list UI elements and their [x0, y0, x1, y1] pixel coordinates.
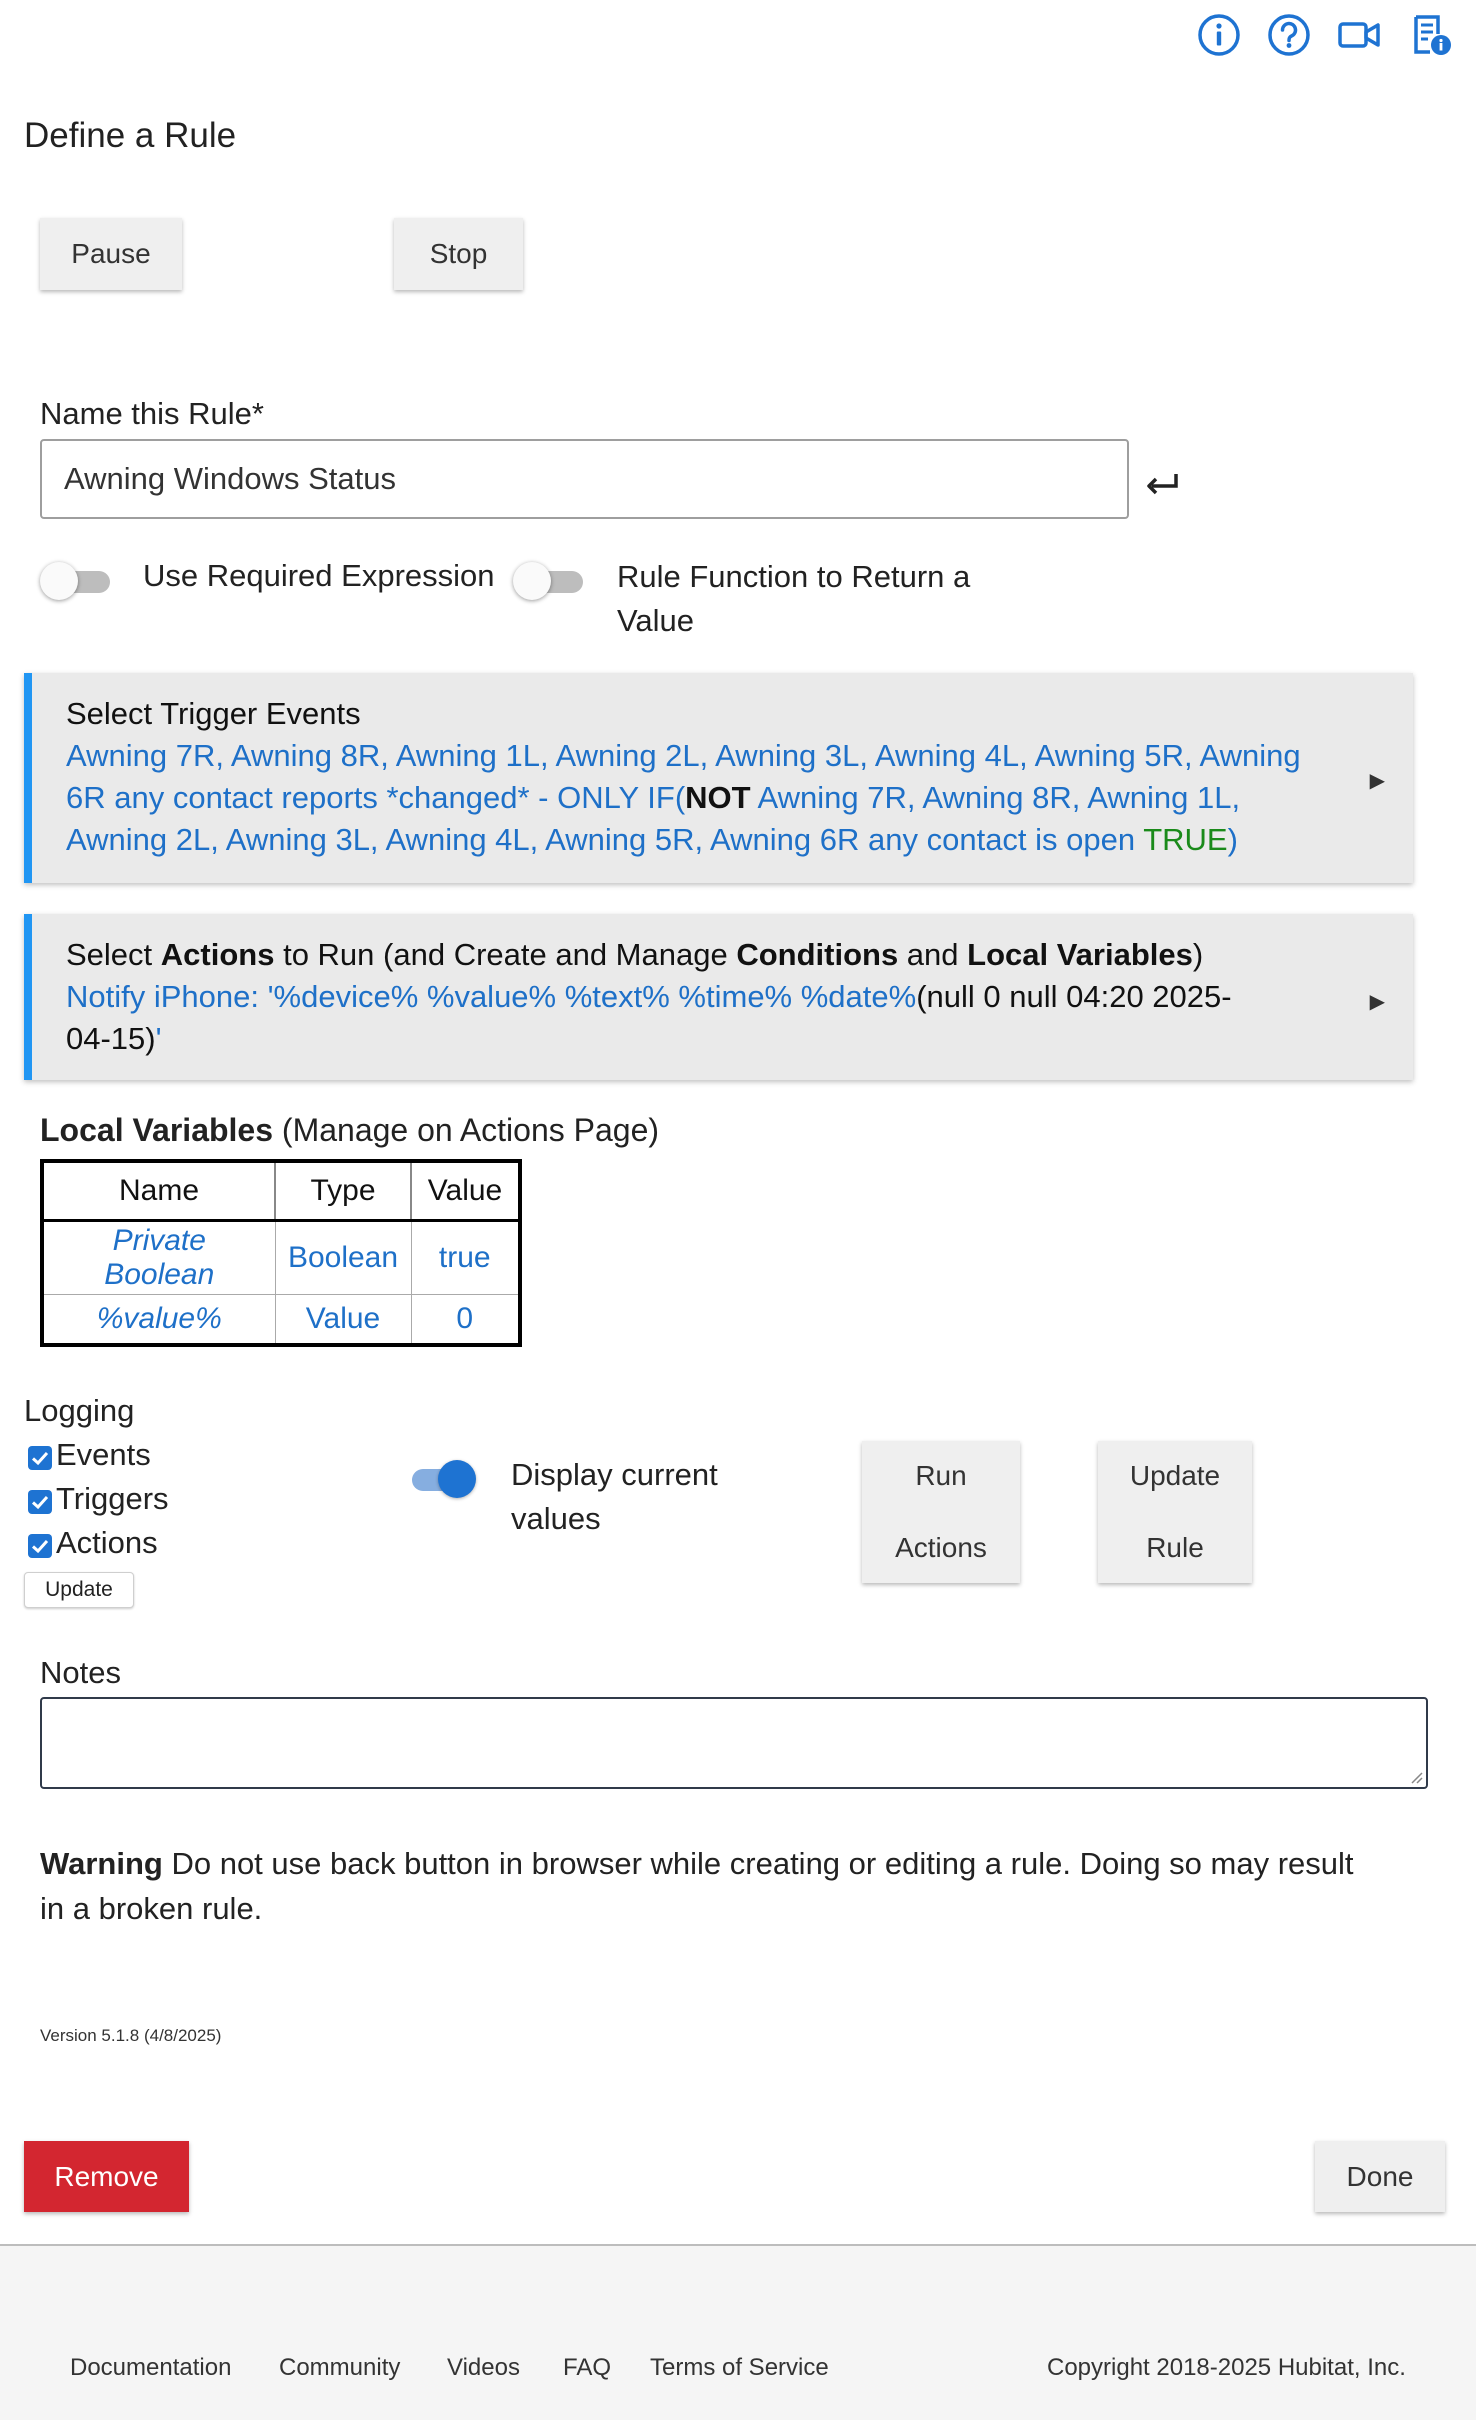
- update-rule-button[interactable]: Update Rule: [1098, 1441, 1252, 1583]
- logging-label: Logging: [24, 1393, 135, 1428]
- events-checkbox[interactable]: [28, 1446, 52, 1470]
- notes-label: Notes: [40, 1655, 121, 1690]
- trigger-events-summary: Awning 7R, Awning 8R, Awning 1L, Awning 2L, Awning 3L, Awning 4L, Awning 5R, Awning 6R any contact reports *changed* - ONLY IF(NOT Awning 7R, Awning 8R, Awning 1L, Awning 2L, Awning 3L, Awning 4L, Awning 5R, Awning 6R any contact is open TRUE): [66, 738, 1301, 857]
- actions-title: Select Actions to Run (and Create and Manage Conditions and Local Variables): [66, 937, 1204, 972]
- footer-link-community[interactable]: Community: [279, 2354, 401, 2381]
- video-icon[interactable]: [1336, 12, 1382, 58]
- version-text: Version 5.1.8 (4/8/2025): [40, 2026, 222, 2045]
- help-icon[interactable]: [1266, 12, 1312, 58]
- display-values-label: Display current values: [511, 1457, 718, 1536]
- warning-text: Warning Do not use back button in browser while creating or editing a rule. Doing so may result in a broken rule.: [40, 1846, 1354, 1926]
- variable-name[interactable]: Private Boolean: [42, 1221, 275, 1295]
- variable-type: Value: [275, 1295, 411, 1346]
- footer-link-terms[interactable]: Terms of Service: [650, 2354, 829, 2381]
- copyright-text: Copyright 2018-2025 Hubitat, Inc.: [1047, 2354, 1406, 2381]
- footer-link-videos[interactable]: Videos: [447, 2354, 520, 2381]
- required-expression-toggle[interactable]: [40, 560, 114, 600]
- enter-icon[interactable]: [1144, 470, 1180, 498]
- resize-handle-icon[interactable]: [1409, 1770, 1423, 1784]
- variable-type: Boolean: [275, 1221, 411, 1295]
- table-row: [42, 1295, 520, 1346]
- footer: [0, 2244, 1476, 2420]
- rule-name-value: Awning Windows Status: [64, 461, 396, 496]
- events-checkbox-label: Events: [56, 1437, 151, 1472]
- actions-panel[interactable]: [24, 914, 1413, 1080]
- pause-button[interactable]: Pause: [40, 218, 182, 290]
- table-row: [42, 1221, 520, 1295]
- column-header: Name: [42, 1161, 275, 1221]
- footer-link-faq[interactable]: FAQ: [563, 2354, 612, 2381]
- triggers-checkbox[interactable]: [28, 1490, 52, 1514]
- page-title: Define a Rule: [24, 116, 237, 155]
- remove-button[interactable]: Remove: [24, 2141, 189, 2212]
- trigger-events-panel[interactable]: [24, 673, 1413, 883]
- info-icon[interactable]: [1196, 12, 1242, 58]
- variable-value: 0: [411, 1295, 520, 1346]
- rule-name-input[interactable]: [40, 439, 1129, 519]
- variable-name[interactable]: %value%: [42, 1295, 275, 1346]
- column-header: Value: [411, 1161, 520, 1221]
- actions-checkbox[interactable]: [28, 1534, 52, 1558]
- expand-arrow-icon: ▶: [1369, 770, 1385, 792]
- variable-value: true: [411, 1221, 520, 1295]
- done-button[interactable]: Done: [1315, 2141, 1445, 2212]
- footer-link-documentation[interactable]: Documentation: [70, 2354, 232, 2381]
- notes-textarea[interactable]: [40, 1697, 1428, 1789]
- local-variables-table: [40, 1159, 522, 1347]
- display-values-toggle[interactable]: [404, 1458, 478, 1498]
- logs-icon[interactable]: [1408, 12, 1454, 58]
- required-expression-label: Use Required Expression: [143, 558, 495, 593]
- local-variables-heading: Local Variables (Manage on Actions Page): [40, 1112, 660, 1148]
- column-header: Type: [275, 1161, 411, 1221]
- stop-button[interactable]: Stop: [394, 218, 523, 290]
- rule-name-label: Name this Rule*: [40, 396, 264, 431]
- actions-checkbox-label: Actions: [56, 1525, 158, 1560]
- trigger-events-title: Select Trigger Events: [66, 696, 361, 731]
- triggers-checkbox-label: Triggers: [56, 1481, 169, 1516]
- run-actions-button[interactable]: Run Actions: [862, 1441, 1020, 1583]
- rule-function-toggle[interactable]: [513, 560, 587, 600]
- rule-function-label: Rule Function to Return a Value: [617, 559, 971, 638]
- expand-arrow-icon: ▶: [1369, 991, 1385, 1013]
- update-logging-button[interactable]: Update: [24, 1572, 134, 1608]
- actions-summary: Notify iPhone: '%device% %value% %text% %time% %date%(null 0 null 04:20 2025- 04-15)': [66, 979, 1232, 1056]
